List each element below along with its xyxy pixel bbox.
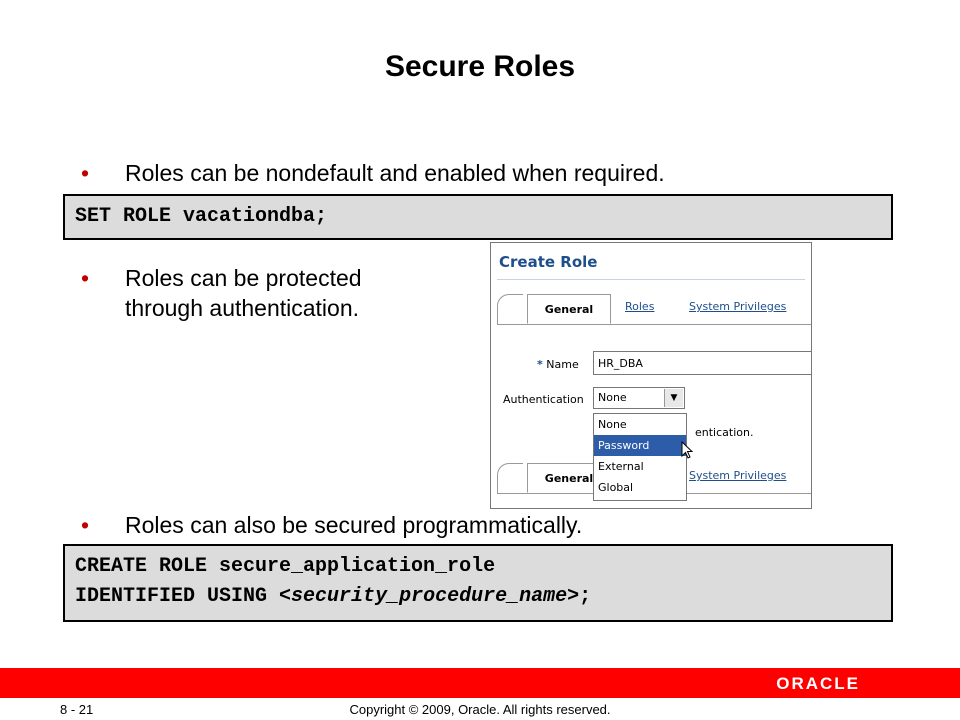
tab-general[interactable]: General: [527, 294, 611, 324]
code-line: SET ROLE vacationdba;: [75, 205, 328, 228]
create-role-title: Create Role: [499, 253, 598, 271]
code-block-set-role: [63, 194, 893, 240]
option-none[interactable]: None: [598, 418, 627, 431]
option-password[interactable]: Password: [594, 435, 686, 456]
obscured-text: entication.: [695, 426, 754, 439]
bullet-marker: •: [81, 160, 90, 186]
bullet-1-text: Roles can be nondefault and enabled when required.: [125, 160, 665, 186]
tab-corner: [497, 294, 523, 324]
oracle-logo: ORACLE: [776, 674, 860, 693]
mouse-pointer-icon: [681, 441, 693, 459]
tab-corner: [497, 463, 523, 493]
code-block-create-role: [63, 544, 893, 622]
create-role-screenshot: [490, 242, 812, 509]
name-label: [537, 358, 579, 371]
dropdown-arrow-icon[interactable]: ▼: [664, 389, 683, 407]
code-placeholder: <security_procedure_name>: [279, 585, 580, 608]
tab-bar: [497, 290, 811, 325]
code-terminator: ;: [579, 585, 592, 608]
name-label-text: Name: [546, 358, 579, 371]
divider: [497, 279, 805, 280]
authentication-value: None: [598, 391, 627, 404]
name-field[interactable]: HR_DBA: [593, 351, 812, 375]
tab-roles[interactable]: Roles: [625, 300, 655, 313]
slide-title: Secure Roles: [384, 50, 576, 83]
required-marker: *: [537, 358, 543, 371]
code-keyword: IDENTIFIED USING: [75, 585, 280, 608]
code-line-2: [75, 582, 881, 612]
option-external[interactable]: External: [598, 460, 644, 473]
bullet-marker: •: [81, 265, 90, 291]
authentication-dropdown-list: [593, 413, 687, 501]
bullet-3: [81, 510, 583, 540]
authentication-select[interactable]: [593, 387, 685, 409]
footer-bar: [0, 668, 960, 698]
bullet-2-line-2: through authentication.: [125, 295, 360, 321]
bullet-1: [81, 158, 665, 188]
tab-system-privileges[interactable]: System Privileges: [689, 300, 787, 313]
bullet-3-text: Roles can also be secured programmatically.: [125, 512, 583, 538]
option-global[interactable]: Global: [598, 481, 634, 494]
authentication-label: Authentication: [503, 393, 584, 406]
bullet-2: [81, 263, 362, 323]
code-line-1: CREATE ROLE secure_application_role: [75, 555, 496, 578]
page-number: 8 - 21: [60, 702, 94, 717]
copyright: Copyright © 2009, Oracle. All rights reserved.: [349, 702, 611, 717]
bullet-2-line-1: Roles can be protected: [125, 265, 362, 291]
bullet-marker: •: [81, 512, 90, 538]
tab-general-lower[interactable]: General: [527, 463, 611, 493]
tab-system-privileges-lower[interactable]: System Privileges: [689, 469, 787, 482]
